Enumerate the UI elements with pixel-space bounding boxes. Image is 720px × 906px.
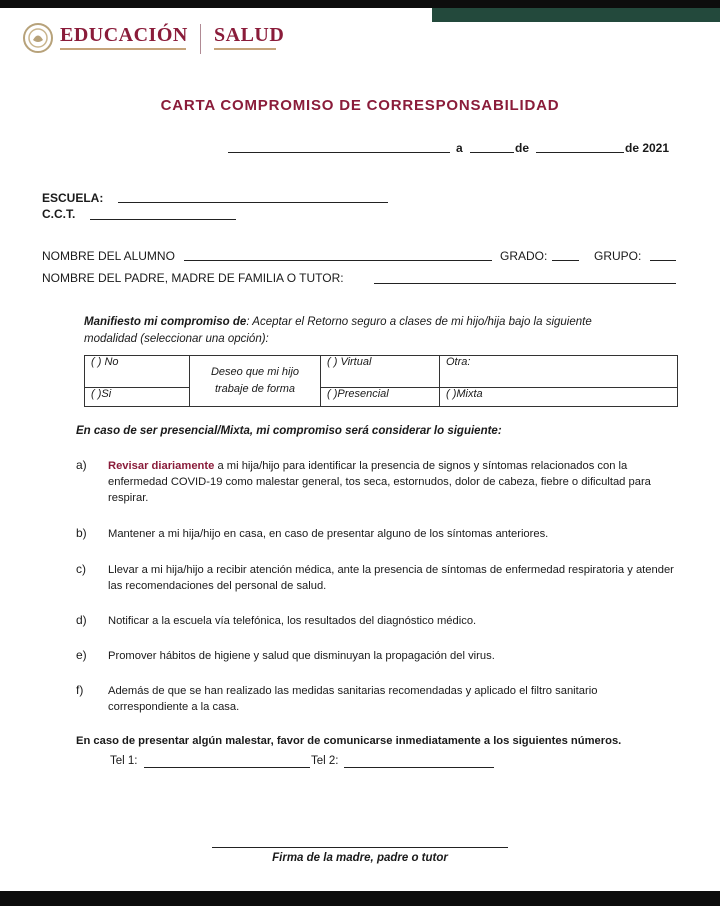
- tel2-label: Tel 2:: [311, 755, 339, 767]
- salud-logo: SALUD: [214, 24, 285, 46]
- option-mixta[interactable]: ( )Mixta: [440, 388, 678, 407]
- item-a-highlight: Revisar diariamente: [108, 460, 215, 472]
- item-f-letter: f): [76, 683, 84, 697]
- tutor-field[interactable]: [374, 283, 676, 284]
- item-a-letter: a): [76, 458, 87, 472]
- tel1-field[interactable]: [144, 767, 310, 768]
- national-seal-icon: [22, 22, 54, 54]
- grado-field[interactable]: [552, 260, 579, 261]
- manifiesto-body: : Aceptar el Retorno seguro a clases de mi hijo/hija bajo la siguiente: [246, 316, 592, 328]
- document-title: CARTA COMPROMISO DE CORRESPONSABILIDAD: [160, 97, 560, 114]
- tel2-field[interactable]: [344, 767, 494, 768]
- item-b-text: Mantener a mi hija/hijo en casa, en caso de presentar alguno de los síntomas anteriores.: [108, 528, 549, 540]
- alumno-field[interactable]: [184, 260, 492, 261]
- grado-label: GRADO:: [500, 249, 548, 263]
- option-otra[interactable]: Otra:: [440, 356, 678, 388]
- item-d-letter: d): [76, 613, 87, 627]
- option-no[interactable]: ( ) No: [85, 356, 190, 388]
- salud-logo-subtitle: [214, 48, 276, 50]
- alumno-label: NOMBRE DEL ALUMNO: [42, 249, 175, 263]
- educacion-logo-subtitle: [60, 48, 186, 50]
- escuela-label: ESCUELA:: [42, 191, 104, 205]
- top-border: [0, 0, 720, 8]
- tel1-label: Tel 1:: [110, 755, 138, 767]
- item-d-text: Notificar a la escuela vía telefónica, los resultados del diagnóstico médico.: [108, 615, 477, 627]
- grupo-field[interactable]: [650, 260, 676, 261]
- option-si[interactable]: ( )Si: [85, 388, 190, 407]
- modality-options-table: [84, 355, 678, 407]
- date-a-label: a: [456, 141, 463, 155]
- date-day-line: [470, 152, 514, 153]
- item-a-text: [108, 458, 678, 506]
- date-de-label: de: [515, 141, 530, 155]
- grupo-label: GRUPO:: [594, 249, 642, 263]
- item-e-letter: e): [76, 648, 87, 662]
- manifiesto-text-2: modalidad (seleccionar una opción):: [84, 333, 269, 345]
- item-a-body: a mi hija/hijo para identificar la presencia de signos y síntomas relacionados con la enfermedad COVID-19 como malestar general, tos seca, estornudos, dolor de cabeza, fiebre o dificultad para respirar.: [108, 460, 651, 504]
- item-f-text: Además de que se han realizado las medidas sanitarias recomendadas y aplicado el filtro sanitario correspondiente a la casa.: [108, 685, 598, 713]
- item-e-text: Promover hábitos de higiene y salud que disminuyan la propagación del virus.: [108, 650, 495, 662]
- tutor-label: NOMBRE DEL PADRE, MADRE DE FAMILIA O TUTOR:: [42, 271, 344, 285]
- educacion-logo: EDUCACIÓN: [60, 24, 188, 46]
- item-b-letter: b): [76, 526, 87, 540]
- signature-label: Firma de la madre, padre o tutor: [272, 852, 448, 864]
- item-c-letter: c): [76, 562, 86, 576]
- header-accent-bar: [432, 8, 720, 22]
- date-year-label: de 2021: [625, 141, 670, 155]
- signature-line[interactable]: [212, 847, 508, 848]
- item-c-text: Llevar a mi hija/hijo a recibir atención médica, ante la presencia de síntomas de enfermedad respiratoria y atender las recomendaciones del personal de salud.: [108, 564, 674, 592]
- logo-divider: [200, 24, 201, 54]
- commitment-heading: En caso de ser presencial/Mixta, mi compromiso será considerar lo siguiente:: [76, 425, 502, 437]
- contact-text: En caso de presentar algún malestar, favor de comunicarse inmediatamente a los siguientes números.: [76, 735, 622, 747]
- option-deseo-label: Deseo que mi hijo trabaje de forma: [190, 356, 321, 407]
- manifiesto-text: [84, 316, 592, 328]
- option-virtual[interactable]: ( ) Virtual: [321, 356, 440, 388]
- escuela-field[interactable]: [118, 202, 388, 203]
- manifiesto-lead: Manifiesto mi compromiso de: [84, 316, 247, 328]
- cct-field[interactable]: [90, 219, 236, 220]
- bottom-border: [0, 891, 720, 906]
- date-place-line: [228, 152, 450, 153]
- cct-label: C.C.T.: [42, 207, 76, 221]
- date-month-line: [536, 152, 624, 153]
- option-presencial[interactable]: ( )Presencial: [321, 388, 440, 407]
